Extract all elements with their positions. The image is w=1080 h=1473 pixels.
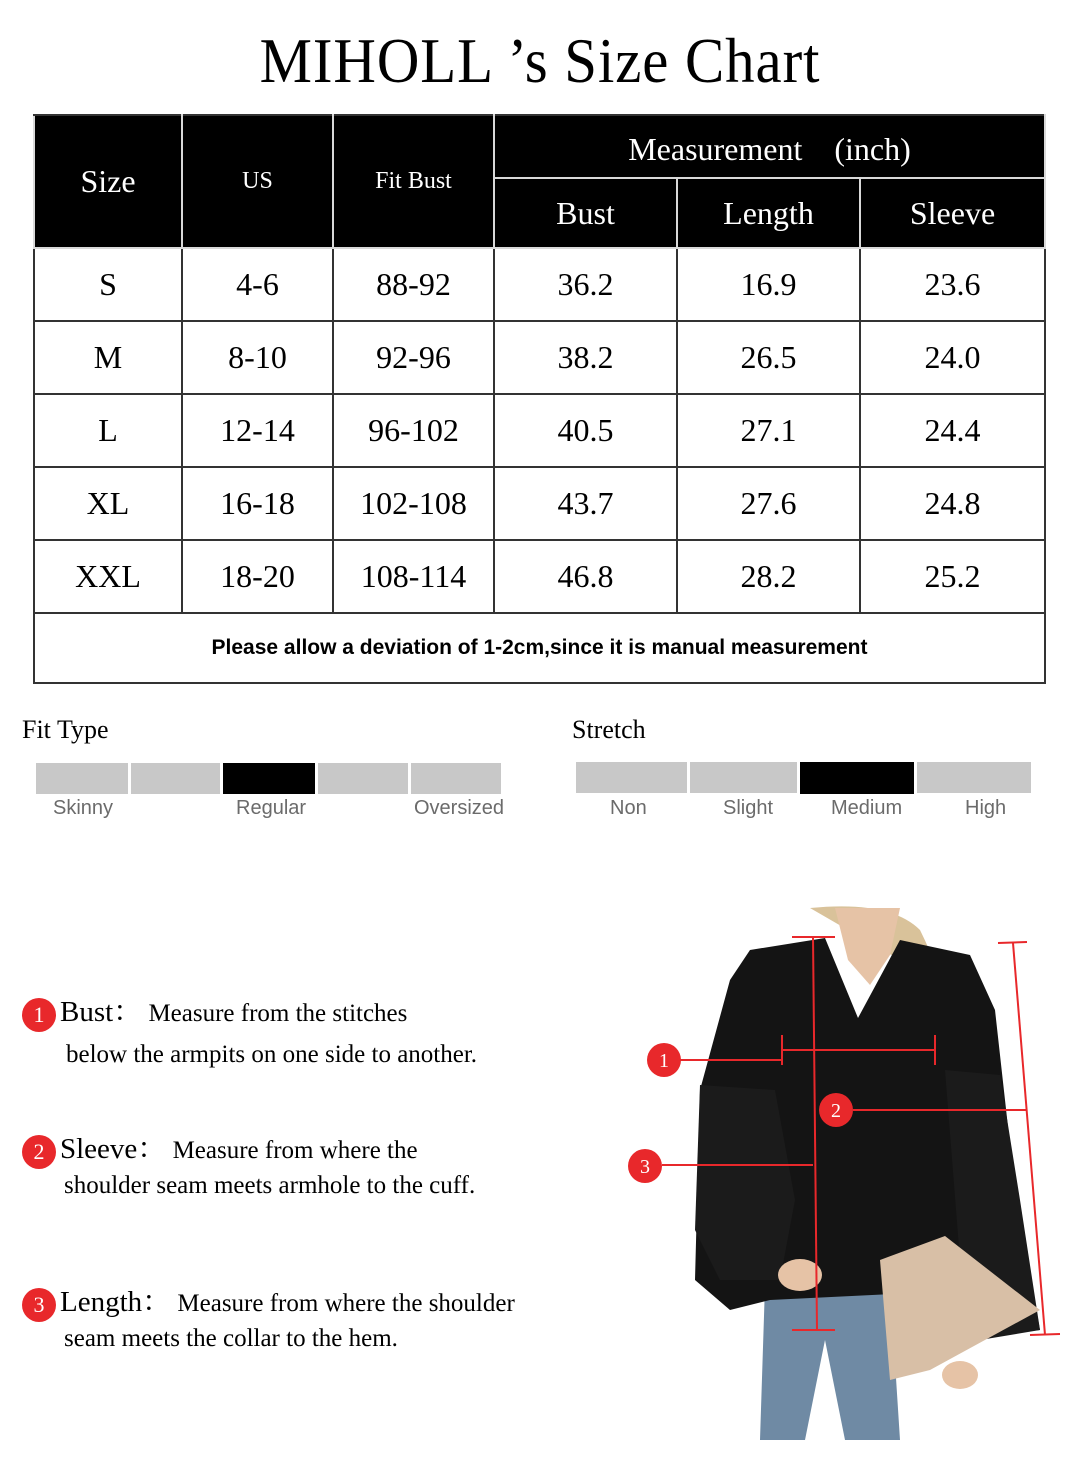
cell-bust: 38.2: [494, 321, 677, 394]
cell-size: XXL: [34, 540, 182, 613]
page-title: MIHOLL ’s Size Chart: [259, 25, 821, 96]
cell-size: S: [34, 248, 182, 321]
marker-2-label: 2: [831, 1100, 841, 1122]
cell-length: 27.6: [677, 467, 860, 540]
header-us: US: [182, 115, 333, 248]
stretch-title: Stretch: [572, 715, 646, 744]
cell-sleeve: 24.8: [860, 467, 1045, 540]
guide-text: Measure from where the: [172, 1137, 418, 1164]
header-length: Length: [677, 178, 860, 248]
cell-size: L: [34, 394, 182, 467]
header-sleeve: Sleeve: [860, 178, 1045, 248]
cell-fit-bust: 88-92: [333, 248, 494, 321]
cell-us: 12-14: [182, 394, 333, 467]
table-row: [34, 540, 1045, 613]
number-badge-3: 3: [22, 1288, 56, 1322]
guide-label: Length：: [60, 1286, 172, 1318]
cell-size: XL: [34, 467, 182, 540]
stretch-segment: [576, 762, 687, 793]
marker-3-label: 3: [640, 1156, 650, 1178]
cell-fit-bust: 108-114: [333, 540, 494, 613]
guide-text: below the armpits on one side to another.: [66, 1041, 478, 1069]
stretch-label-slight: Slight: [723, 797, 774, 819]
cell-length: 28.2: [677, 540, 860, 613]
stretch-segment: [917, 762, 1031, 793]
size-chart-table: [33, 114, 1046, 684]
guide-bust: [22, 993, 477, 1072]
fit-type-segment-active: [223, 763, 315, 794]
cell-bust: 36.2: [494, 248, 677, 321]
stretch-segment: [690, 762, 797, 793]
fit-type-segment: [36, 763, 128, 794]
cell-fit-bust: 102-108: [333, 467, 494, 540]
fit-type-segment: [318, 763, 408, 794]
marker-1-label: 1: [659, 1050, 669, 1072]
guide-label: Bust：: [60, 996, 143, 1028]
fit-type-title: Fit Type: [22, 715, 109, 744]
table-row: [34, 321, 1045, 394]
guide-text: Measure from the stitches: [148, 1000, 408, 1027]
cell-fit-bust: 96-102: [333, 394, 494, 467]
cell-us: 18-20: [182, 540, 333, 613]
fit-type-segment: [411, 763, 501, 794]
cell-sleeve: 24.0: [860, 321, 1045, 394]
header-fit-bust: Fit Bust: [333, 115, 494, 248]
table-row: [34, 467, 1045, 540]
stretch-label-high: High: [965, 797, 1007, 819]
cell-length: 16.9: [677, 248, 860, 321]
fit-type-scale: [36, 763, 501, 794]
stretch-label-medium: Medium: [831, 797, 903, 819]
guide-sleeve: [22, 1130, 475, 1203]
fit-type-segment: [131, 763, 220, 794]
cell-us: 8-10: [182, 321, 333, 394]
table-row: [34, 248, 1045, 321]
guide-label: Sleeve：: [60, 1133, 167, 1165]
fit-type-label-regular: Regular: [236, 797, 307, 819]
cell-bust: 40.5: [494, 394, 677, 467]
cell-bust: 46.8: [494, 540, 677, 613]
header-size: Size: [34, 115, 182, 248]
cell-size: M: [34, 321, 182, 394]
stretch-scale: [576, 762, 1031, 794]
number-badge-1: 1: [22, 998, 56, 1032]
cell-sleeve: 24.4: [860, 394, 1045, 467]
model-photo: [600, 900, 1080, 1440]
cell-length: 27.1: [677, 394, 860, 467]
number-badge-2: 2: [22, 1135, 56, 1169]
cell-fit-bust: 92-96: [333, 321, 494, 394]
cell-sleeve: 23.6: [860, 248, 1045, 321]
cell-us: 4-6: [182, 248, 333, 321]
guide-length: [22, 1283, 515, 1356]
cell-us: 16-18: [182, 467, 333, 540]
fit-type-label-oversized: Oversized: [414, 797, 505, 819]
fit-type-label-skinny: Skinny: [53, 797, 114, 819]
deviation-note: Please allow a deviation of 1-2cm,since it is manual measurement: [34, 613, 1045, 683]
guide-text: seam meets the collar to the hem.: [64, 1325, 398, 1353]
header-measurement: Measurement (inch): [494, 115, 1045, 178]
guide-text: Measure from where the shoulder: [177, 1290, 515, 1317]
cell-length: 26.5: [677, 321, 860, 394]
stretch-label-non: Non: [610, 797, 647, 819]
table-row: [34, 394, 1045, 467]
guide-text: shoulder seam meets armhole to the cuff.: [64, 1172, 476, 1200]
cell-bust: 43.7: [494, 467, 677, 540]
stretch-segment-active: [800, 762, 914, 794]
cell-sleeve: 25.2: [860, 540, 1045, 613]
header-bust: Bust: [494, 178, 677, 248]
